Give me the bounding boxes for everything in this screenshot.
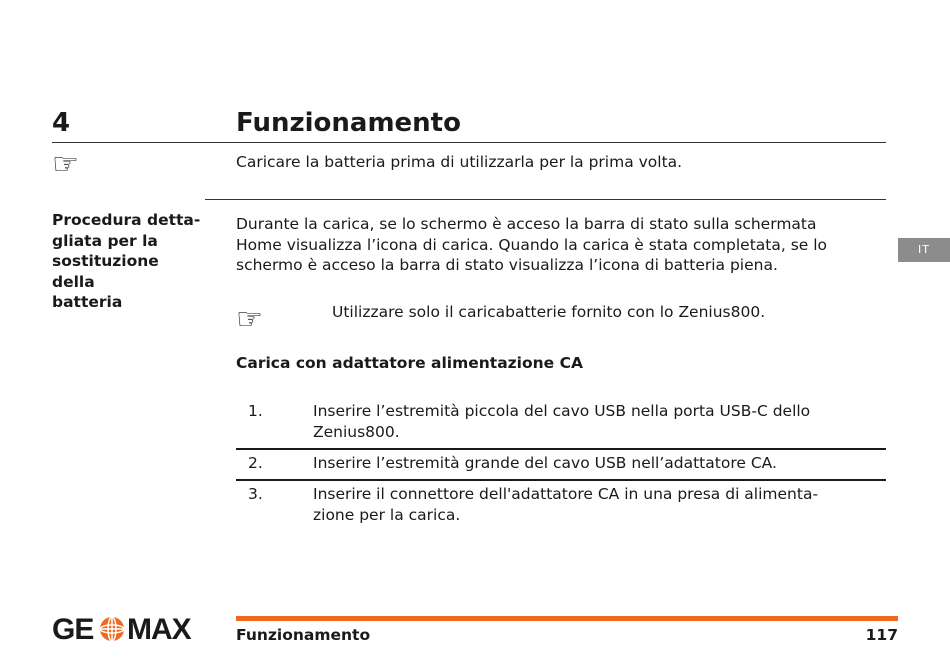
pointing-hand-icon: ☞ bbox=[52, 147, 79, 182]
note-text: Utilizzare solo il caricabatterie fornito con lo Zenius800. bbox=[332, 303, 766, 321]
step-number: 3. bbox=[248, 485, 263, 503]
list-item bbox=[236, 401, 886, 443]
section-rule bbox=[205, 199, 886, 200]
step-divider bbox=[236, 448, 886, 450]
list-item bbox=[236, 484, 886, 526]
footer-section-title: Funzionamento bbox=[236, 626, 371, 644]
chapter-rule bbox=[52, 142, 886, 143]
chapter-number: 4 bbox=[52, 108, 71, 138]
language-tab: IT bbox=[898, 238, 950, 262]
step-text: Inserire l’estremità piccola del cavo USB nella porta USB-C dello Zenius800. bbox=[313, 402, 811, 441]
chapter-title: Funzionamento bbox=[236, 108, 461, 138]
note-text: Caricare la batteria prima di utilizzarla per la prima volta. bbox=[236, 153, 683, 171]
step-text: Inserire il connettore dell'adattatore CA in una presa di alimenta- zione per la carica. bbox=[313, 485, 819, 524]
pointing-hand-icon: ☞ bbox=[236, 302, 263, 337]
svg-text:GE: GE bbox=[52, 613, 94, 644]
list-item bbox=[236, 453, 886, 475]
section-heading: Carica con adattatore alimentazione CA bbox=[236, 354, 583, 372]
geomax-logo bbox=[52, 612, 216, 644]
side-heading: Procedura detta- gliata per la sostituzione della batteria bbox=[52, 211, 201, 311]
page-number: 117 bbox=[865, 626, 898, 644]
step-divider bbox=[236, 479, 886, 481]
step-number: 2. bbox=[248, 454, 263, 472]
svg-text:MAX: MAX bbox=[127, 613, 191, 644]
footer-accent-bar bbox=[236, 616, 898, 621]
body-paragraph: Durante la carica, se lo schermo è acceso la barra di stato sulla schermata Home visualizza l’icona di carica. Quando la carica è stata completata, se lo schermo è acceso la barra di stato visualizza l’icona di batteria piena. bbox=[236, 215, 828, 274]
step-text: Inserire l’estremità grande del cavo USB nell’adattatore CA. bbox=[313, 454, 777, 472]
step-number: 1. bbox=[248, 402, 263, 420]
